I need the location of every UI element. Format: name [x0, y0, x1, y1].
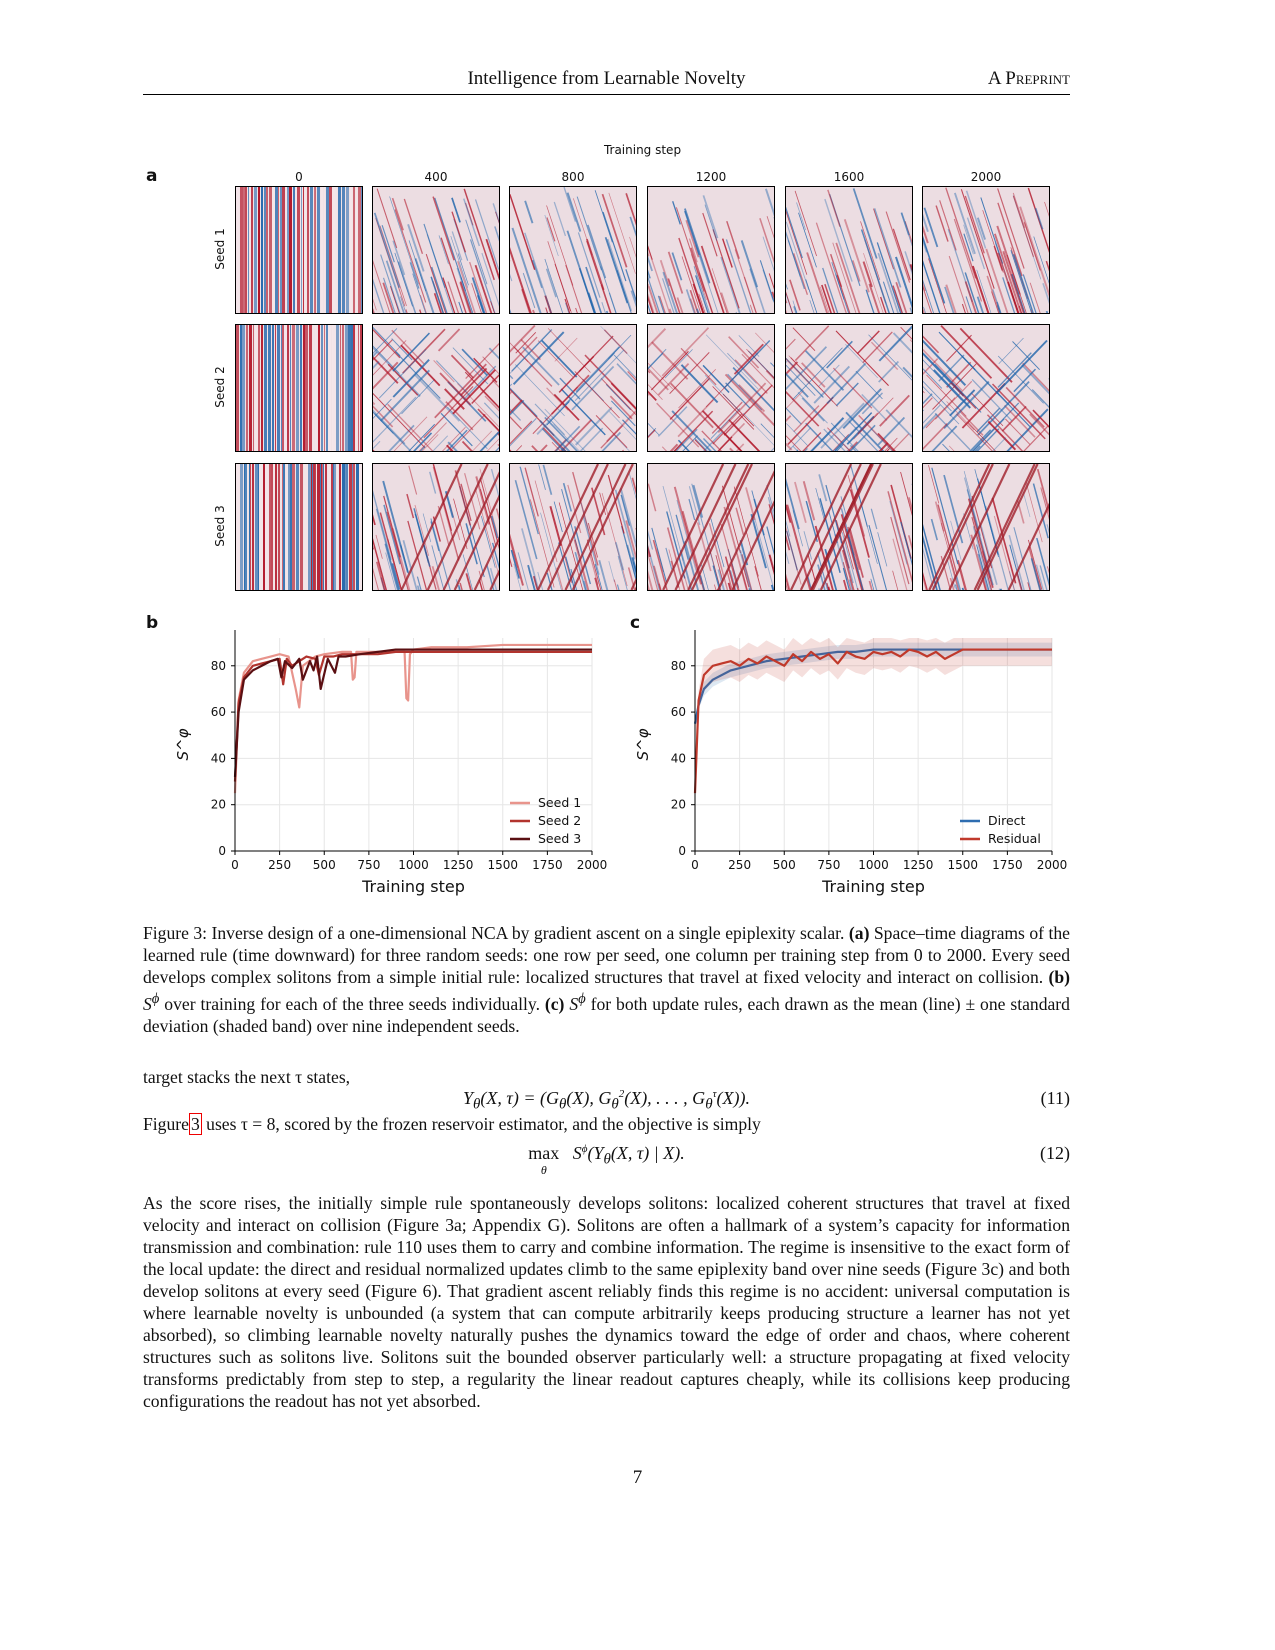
- body-paragraph: As the score rises, the initially simple rule spontaneously develops solitons: localized coherent structures that travel at fixed velocity and interact on collision (Figure 3a; Appendix G). Solitons are often a hallmark of a system’s capacity for information transmission and combination: rule 110 uses them to carry and combine information. The regime is insensitive to the exact form of the local update: the direct and residual normalized updates climb to the same epiplexity band over nine seeds (Figure 3c) and both develop solitons at every seed (Figure 6). That gradient ascent reliably finds this regime is no accident: universal computation is where learnable novelty is unbounded (a system that can compute arbitrarily keeps producing structure a learner has not yet absorbed), so climbing learnable novelty naturally pushes the dynamics toward the edge of order and chaos, where coherent structures such as solitons live. Solitons suit the bounded observer particularly well: a structure propagating at fixed velocity transforms predictably from step to step, a regularity the linear readout captures cheaply, while its collisions keep producing configurations the readout has not yet absorbed.: [143, 1193, 1070, 1411]
- x-tick-label: 1750: [992, 858, 1023, 872]
- equation-12-body: max $^\theta$ $S^\phi(Y_\theta(X$, τ) | X).: [528, 1143, 685, 1177]
- caption-a-label: (a): [848, 923, 870, 943]
- x-tick-label: 1500: [947, 858, 979, 872]
- caption-text4: for both update rules, each drawn as the mean (line) ± one standard deviation (shaded band) over nine independent seeds.: [143, 993, 1070, 1036]
- x-tick-label: 1500: [487, 858, 519, 872]
- spacetime-cell: [372, 324, 500, 452]
- y-tick-label: 40: [210, 751, 226, 766]
- x-tick-label: 1000: [398, 858, 429, 872]
- spacetime-cell: [372, 463, 500, 591]
- x-axis-label: Training step: [362, 877, 465, 896]
- x-tick-label: 250: [268, 858, 292, 872]
- running-header: [143, 68, 1070, 95]
- intro-line: target stacks the next τ states,: [143, 1067, 351, 1087]
- equation-12-number: (12): [1040, 1143, 1070, 1163]
- y-axis-label: S^φ: [174, 728, 192, 761]
- y-tick-label: 0: [218, 844, 226, 858]
- spacetime-cell: [922, 463, 1050, 591]
- x-tick-label: 750: [817, 858, 841, 872]
- column-title: 800: [561, 170, 585, 184]
- y-axis-label: S^φ: [634, 728, 652, 761]
- equation-11-body: $Y_\theta(X$, $\tau) = (G_\theta(X)$, $G_\theta^2(X)$, . . . , $G_\theta^\tau(X)$).: [463, 1088, 750, 1113]
- caption-text1: Inverse design of a one-dimensional NCA by gradient ascent on a single epiplexity scalar.: [211, 923, 845, 943]
- caption-text3: over training for each of the three seeds individually.: [164, 993, 540, 1014]
- panel-a-letter: a: [146, 166, 158, 186]
- chart-b: [160, 628, 620, 908]
- legend-label: Seed 2: [538, 813, 582, 828]
- caption-c-label: (c): [544, 993, 565, 1014]
- x-tick-label: 1000: [858, 858, 889, 872]
- spacetime-cell: [235, 463, 363, 591]
- x-tick-label: 2000: [576, 858, 608, 872]
- spacetime-cell: [785, 463, 913, 591]
- x-tick-label: 1250: [442, 858, 474, 872]
- x-tick-label: 1250: [902, 858, 934, 872]
- equation-11-number: (11): [1040, 1088, 1070, 1108]
- chart-c: [620, 628, 1080, 908]
- figure-caption: Figure 3: Inverse design of a one-dimensional NCA by gradient ascent on a single epiplexity scalar. (a) Space–time diagrams of the learned rule (time downward) for three random seeds: one row per seed, one column per training step from 0 to 2000. Every seed develops complex solitons from a simple initial rule: localized structures that travel at fixed velocity and interact on collision. (b) $S^\phi$ over training for each of the three seeds individually. (c) $S^\phi$ for both update rules, each drawn as the mean (line) ± one standard deviation (shaded band) over nine independent seeds.: [143, 923, 1070, 1036]
- x-tick-label: 500: [772, 858, 796, 872]
- page-number: 7: [632, 1467, 643, 1488]
- spacetime-cell: [509, 324, 637, 452]
- spacetime-cell: [785, 324, 913, 452]
- x-tick-label: 250: [728, 858, 752, 872]
- spacetime-cell: [509, 463, 637, 591]
- legend-label: Seed 1: [538, 795, 582, 810]
- caption-b-label: (b): [1048, 967, 1070, 987]
- header-title: Intelligence from Learnable Novelty: [467, 68, 746, 89]
- y-tick-label: 80: [670, 658, 686, 673]
- legend-label: Residual: [988, 831, 1041, 846]
- column-title: 1200: [695, 170, 727, 184]
- panel-a-top-title: Training step: [603, 143, 682, 157]
- header-right: A Preprint: [987, 68, 1070, 89]
- spacetime-cell: [922, 186, 1050, 314]
- spacetime-cell: [647, 186, 775, 314]
- spacetime-cell: [235, 324, 363, 452]
- figure-ref-line: [143, 1113, 1070, 1135]
- caption-label: Figure 3:: [143, 923, 208, 943]
- y-tick-label: 60: [670, 705, 686, 720]
- y-tick-label: 40: [670, 751, 686, 766]
- x-tick-label: 750: [357, 858, 381, 872]
- spacetime-cell: [785, 186, 913, 314]
- column-title: 2000: [970, 170, 1002, 184]
- column-title: 1600: [833, 170, 865, 184]
- y-tick-label: 0: [678, 844, 686, 858]
- spacetime-cell: [235, 186, 363, 314]
- x-tick-label: 0: [231, 858, 239, 872]
- figure-3-link[interactable]: 3: [190, 1114, 200, 1134]
- row-label: Seed 2: [213, 366, 227, 408]
- panel-c-letter: c: [630, 613, 641, 633]
- y-tick-label: 20: [210, 797, 226, 812]
- x-tick-label: 1750: [532, 858, 563, 872]
- row-label: Seed 3: [213, 505, 227, 547]
- x-tick-label: 2000: [1036, 858, 1068, 872]
- spacetime-cell: [647, 463, 775, 591]
- fig-ref-post: uses τ = 8, scored by the frozen reservoir estimator, and the objective is simply: [206, 1114, 761, 1134]
- y-tick-label: 20: [670, 797, 686, 812]
- spacetime-cell: [647, 324, 775, 452]
- spacetime-cell: [509, 186, 637, 314]
- spacetime-cell: [922, 324, 1050, 452]
- panel-b-letter: b: [146, 613, 159, 633]
- row-label: Seed 1: [213, 228, 227, 270]
- caption-text2: Space–time diagrams of the learned rule (time downward) for three random seeds: one row per seed, one column per training step from 0 to 2000. Every seed develops complex solitons from a simple initial rule: localized structures that travel at fixed velocity and interact on collision.: [143, 923, 1070, 987]
- x-axis-label: Training step: [822, 877, 925, 896]
- legend-label: Direct: [988, 813, 1026, 828]
- equation-12: [143, 1143, 1070, 1177]
- column-title: 0: [295, 170, 303, 184]
- x-tick-label: 500: [312, 858, 336, 872]
- fig-ref-pre: Figure: [143, 1114, 189, 1134]
- equation-11: [143, 1088, 1070, 1112]
- column-title: 400: [424, 170, 448, 184]
- legend-label: Seed 3: [538, 831, 582, 846]
- x-tick-label: 0: [691, 858, 699, 872]
- y-tick-label: 80: [210, 658, 226, 673]
- y-tick-label: 60: [210, 705, 226, 720]
- spacetime-cell: [372, 186, 500, 314]
